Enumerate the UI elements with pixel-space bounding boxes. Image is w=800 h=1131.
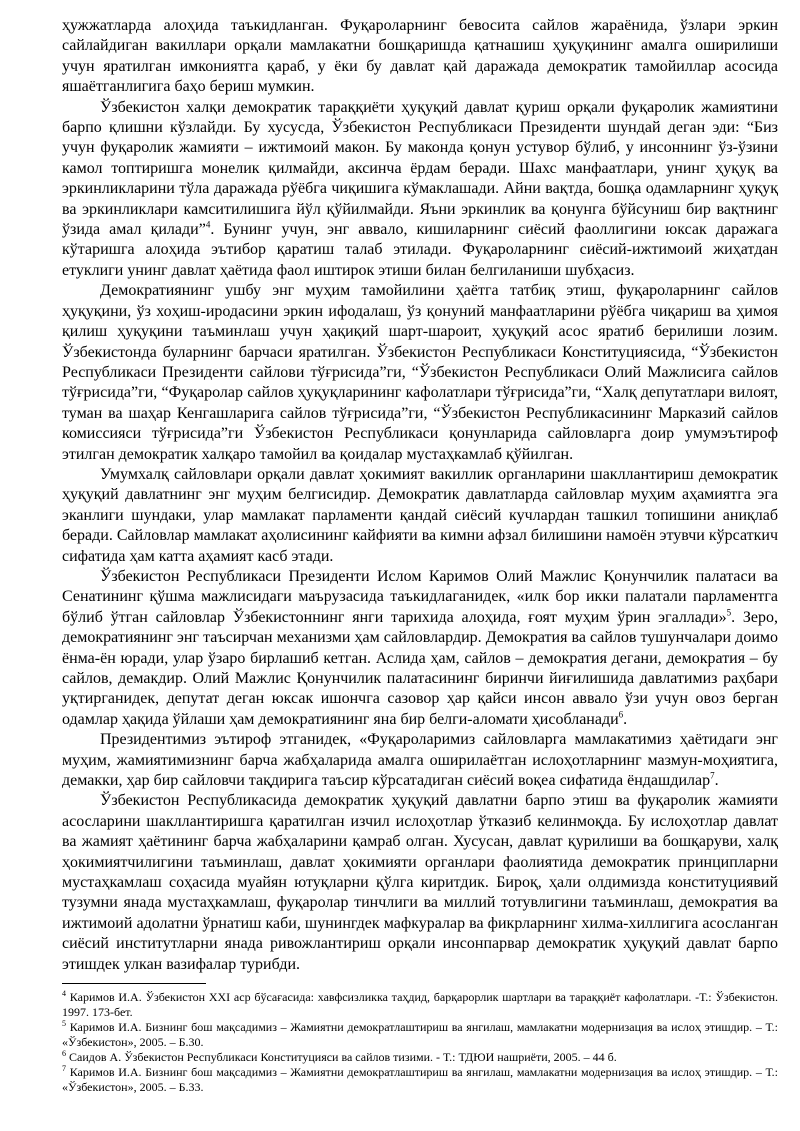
paragraph-1: ҳужжатларда алоҳида таъкидланган. Фуқароларнинг бевосита сайлов жараёнида, ўзлари эркин сайлайдиган вакиллари орқали мамлакатни бошқаришда қатнашиш ҳуқуқининг амалга оширилиши учун яратилган имкониятга қараб, у ёки бу давлат қай даражада демократик тамойиллар асосида яшаётганлигига баҳо бериш мумкин. [62,17,778,96]
footnote-number: 6 [62,1049,66,1059]
paragraph-7: Ўзбекистон Республикасида демократик ҳуқуқий давлатни барпо этиш ва фуқаролик жамияти асосларини шакллантиришга қаратилган изчил ислоҳотлар ўтказиб келинмоқда. Бу ислоҳотлар давлат ва жамият ҳаётининг барча жабҳаларини қамраб олган. Хусусан, давлат қурилиши ва бошқаруви, халқ ҳокимиятчилигини таъминлаш, давлат ҳокимияти органлари фаолиятида демократик принципларни мустаҳкамлаш соҳасида муайян ютуқларни қўлга киритдик. Бироқ, ҳали олдимизда конституциявий тузумни янада мустаҳкамлаш, фуқаролар тинчлиги ва миллий тотувлигини таъминлаш, демократия ва ижтимоий адолатни ўрнатиш каби, шунингдек мафкуралар ва фикрларнинг хилма-хиллигига асосланган сиёсий институтларни янада ривожлантириш орқали инсонпарвар демократик ҳуқуқий давлат барпо этишдек улкан вазифалар турибди. [62,792,778,973]
footnote-6 [62,1050,778,1065]
footnote-5 [62,1020,778,1050]
paragraph-5-text-after: . [623,710,628,728]
footnote-divider [62,983,206,984]
footnote-ref-7[interactable]: 7 [710,770,715,781]
footnote-7 [62,1065,778,1095]
footnotes [62,990,778,1095]
paragraph-5-text-middle: . Зеро, демократиянинг энг таъсирчан механизми ҳам сайловлардир. Демократия ва сайлов тушунчалари доимо ёнма-ён юради, улар ўзаро бирлашиб кетган. Аслида ҳам, сайлов – демократия дегани, демократия – бу сайлов, демакдир. Олий Мажлис Қонунчилик палатасининг биринчи йиғилишида давлатимиз раҳбари уқтирганидек, депутат деган юксак ишончга сазовор ҳар қайси инсон аввало ўзи учун овоз берган одамлар ҳақида ўйлаши ҳам демократиянинг яна бир белги-аломати ҳисобланади [62,608,779,728]
document-page [62,16,778,1095]
footnote-number: 7 [62,1064,66,1074]
footnote-4 [62,990,778,1020]
paragraph-6 [62,730,778,791]
footnote-text: Каримов И.А. Бизнинг бош мақсадимиз – Жамиятни демократлаштириш ва янгилаш, мамлакатни модернизация ва ислоҳ этишдир. – Т.: «Ўзбекистон», 2005. – Б.30. [62,1020,778,1050]
paragraph-5 [62,567,778,730]
paragraph-2-text-after: . Бунинг учун, энг аввало, кишиларнинг сиёсий фаоллигини юксак даражага кўтаришга алоҳида эътибор қаратиш талаб этилади. Фуқароларнинг сиёсий-ижтимоий жиҳатдан етуклиги унинг давлат ҳаётида фаол иштирок этиши билан белгиланиши шубҳасиз. [62,221,778,279]
footnote-text: Каримов И.А. Бизнинг бош мақсадимиз – Жамиятни демократлаштириш ва янгилаш, мамлакатни модернизация ва ислоҳ этишдир. – Т.: «Ўзбекистон», 2005. – Б.33. [62,1065,778,1095]
footnote-text: Каримов И.А. Ўзбекистон XXI аср бўсағасида: хавфсизликка таҳдид, барқарорлик шартлари ва тараққиёт кафолатлари. -Т.: Ўзбекистон. 1997. 173-бет. [62,990,778,1020]
footnote-text: Саидов А. Ўзбекистон Республикаси Конституцияси ва сайлов тизими. - Т.: ТДЮИ нашриёти, 2005. – 44 б. [69,1050,617,1065]
paragraph-2 [62,98,778,282]
paragraph-6-text-after: . [714,772,719,790]
footnote-number: 5 [62,1019,66,1029]
footnote-ref-6[interactable]: 6 [618,709,624,720]
footnote-ref-5[interactable]: 5 [726,607,732,618]
footnote-ref-4[interactable]: 4 [205,219,211,230]
footnote-number: 4 [62,989,66,999]
paragraph-6-text-before: Президентимиз эътироф этганидек, «Фуқароларимиз сайловларга мамлакатимиз ҳаётидаги энг муҳим, жамиятимизнинг барча жабҳаларида амалга оширилаётган ислоҳотларнинг мазмун-моҳиятига, демакки, ҳар бир сайловчи тақдирига таъсир кўрсатадиган сиёсий воқеа сифатида ёндашдилар [62,731,778,790]
paragraph-3: Демократиянинг ушбу энг муҳим тамойилини ҳаётга татбиқ этиш, фуқароларнинг сайлов ҳуқуқини, ўз хоҳиш-иродасини эркин ифодалаш, ўз қонуний манфаатларини рўёбга чиқариш ва ҳимоя қилиш ҳуқуқини таъминлаш учун ҳақиқий шарт-шароит, ҳуқуқий асос яратиб берилиши лозим. Ўзбекистонда буларнинг барчаси яратилган. Ўзбекистон Республикаси Конституциясида, “Ўзбекистон Республикаси Президенти сайлови тўғрисида”ги, “Ўзбекистон Республикаси Олий Мажлисига сайлов тўғрисида”ги, “Фуқаролар сайлов ҳуқуқларининг кафолатлари тўғрисида”ги, “Халқ депутатлари вилоят, туман ва шаҳар Кенгашларига сайлов тўғрисида”ги, “Ўзбекистон Республикасининг Марказий сайлов комиссияси тўғрисида”ги Ўзбекистон Республикаси қонунларида сайловларга доир умумэътироф этилган демократик халқаро тамойил ва қоидалар мустаҳкамлаб қўйилган. [62,282,778,463]
paragraph-2-text-before: Ўзбекистон халқи демократик тараққиёти ҳуқуқий давлат қуриш орқали фуқаролик жамиятини барпо қлишни кўзлайди. Бу хусусда, Ўзбекистон Республикаси Президенти шундай деган эди: “Биз учун фуқаролик жамияти – ижтимоий макон. Бу маконда қонун устувор бўлиб, у инсоннинг ўз-ўзини камол топтиришга монелик қилмайди, аксинча ёрдам беради. Шахс манфаатлари, унинг ҳуқуқ ва эркинликларини тўла даражада рўёбга чиқишига кўмаклашади. Айни вақтда, бошқа одамларнинг ҳуқуқ ва эркинликлари камситилишига йўл қўйилмайди. Яъни эркинлик ва қонунга бўйсуниш бир вақтнинг ўзида амал қилади” [62,98,778,239]
paragraph-4: Умумхалқ сайловлари орқали давлат ҳокимият вакиллик органларини шакллантириш демократик ҳуқуқий давлатнинг энг муҳим белгисидир. Демократик давлатларда сайловлар муҳим аҳамиятга эга эканлиги шундаки, улар мамлакат парламенти қандай сиёсий кучлардан ташкил топишини аниқлаб беради. Сайловлар мамлакат аҳолисининг кайфияти ва кимни афзал билишини намоён этувчи кўрсаткич сифатида ҳам катта аҳамият касб этади. [62,465,778,565]
paragraph-5-text-before: Ўзбекистон Республикаси Президенти Ислом Каримов Олий Мажлис Қонунчилик палатаси ва Сенатининг қўшма мажлисидаги маърузасида таъкидлаганидек, «илк бор икки палатали парламентга бўлиб ўтган сайловлар Ўзбекистоннинг янги тарихида алоҳида, ғоят муҳим ўрин эгаллади» [62,567,778,626]
